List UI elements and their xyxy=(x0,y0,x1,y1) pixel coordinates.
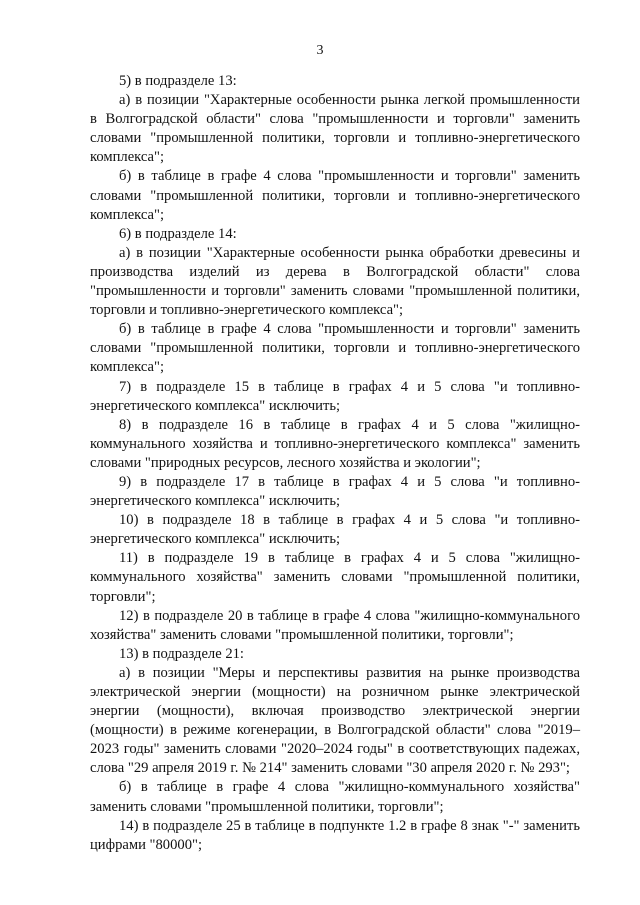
paragraph: 11) в подразделе 19 в таблице в графах 4 и 5 слова "жилищно-коммунального хозяйства" заменить словами "промышленной политики, торговли"; xyxy=(90,550,580,605)
paragraph: 12) в подразделе 20 в таблице в графе 4 слова "жилищно-коммунального хозяйства" заменить словами "промышленной политики, торговли"; xyxy=(90,607,580,643)
paragraph: 6) в подразделе 14: xyxy=(119,225,237,242)
paragraph: 8) в подразделе 16 в таблице в графах 4 и 5 слова "жилищно-коммунального хозяйства и топливно-энергетического комплекса" заменить словами "природных ресурсов, лесного хозяйства и экологии"; xyxy=(90,416,580,471)
paragraph: б) в таблице в графе 4 слова "промышленности и торговли" заменить словами "промышленной политики, торговли и топливно-энергетического комплекса"; xyxy=(90,168,580,223)
paragraph: 7) в подразделе 15 в таблице в графах 4 и 5 слова "и топливно-энергетического комплекса" исключить; xyxy=(90,378,580,414)
paragraph: а) в позиции "Меры и перспективы развития на рынке производства электрической энергии (мощности) на розничном рынке электрической энергии (мощности), включая производство электрической энергии (мощности) в режиме когенерации, в Волгоградской области" слова "2019–2023 годы" заменить словами "2020–2024 годы" в соответствующих падежах, слова "29 апреля 2019 г. № 214" заменить словами "30 апреля 2020 г. № 293"; xyxy=(90,664,580,777)
page-number: 3 xyxy=(316,43,324,58)
paragraph: 10) в подразделе 18 в таблице в графах 4 и 5 слова "и топливно-энергетического комплекса" исключить; xyxy=(90,512,580,548)
paragraph: а) в позиции "Характерные особенности рынка обработки древесины и производства изделий из дерева в Волгоградской области" слова "промышленности и торговли" заменить словами "промышленной политики, торговли и топливно-энергетического комплекса"; xyxy=(90,244,580,319)
paragraph: а) в позиции "Характерные особенности рынка легкой промышленности в Волгоградской области" слова "промышленности и торговли" заменить словами "промышленной политики, торговли и топливно-энергетического комплекса"; xyxy=(90,92,580,166)
paragraph: 13) в подразделе 21: xyxy=(119,645,244,662)
paragraph: 9) в подразделе 17 в таблице в графах 4 и 5 слова "и топливно-энергетического комплекса" исключить; xyxy=(90,473,580,510)
paragraph: 14) в подразделе 25 в таблице в подпункте 1.2 в графе 8 знак "-" заменить цифрами "80000"; xyxy=(90,817,580,853)
paragraph: б) в таблице в графе 4 слова "промышленности и торговли" заменить словами "промышленной политики, торговли и топливно-энергетического комплекса"; xyxy=(90,321,580,376)
paragraph: б) в таблице в графе 4 слова "жилищно-коммунального хозяйства" заменить словами "промышленной политики, торговли"; xyxy=(90,779,580,815)
paragraph: 5) в подразделе 13: xyxy=(119,73,237,89)
document-body xyxy=(90,72,580,855)
